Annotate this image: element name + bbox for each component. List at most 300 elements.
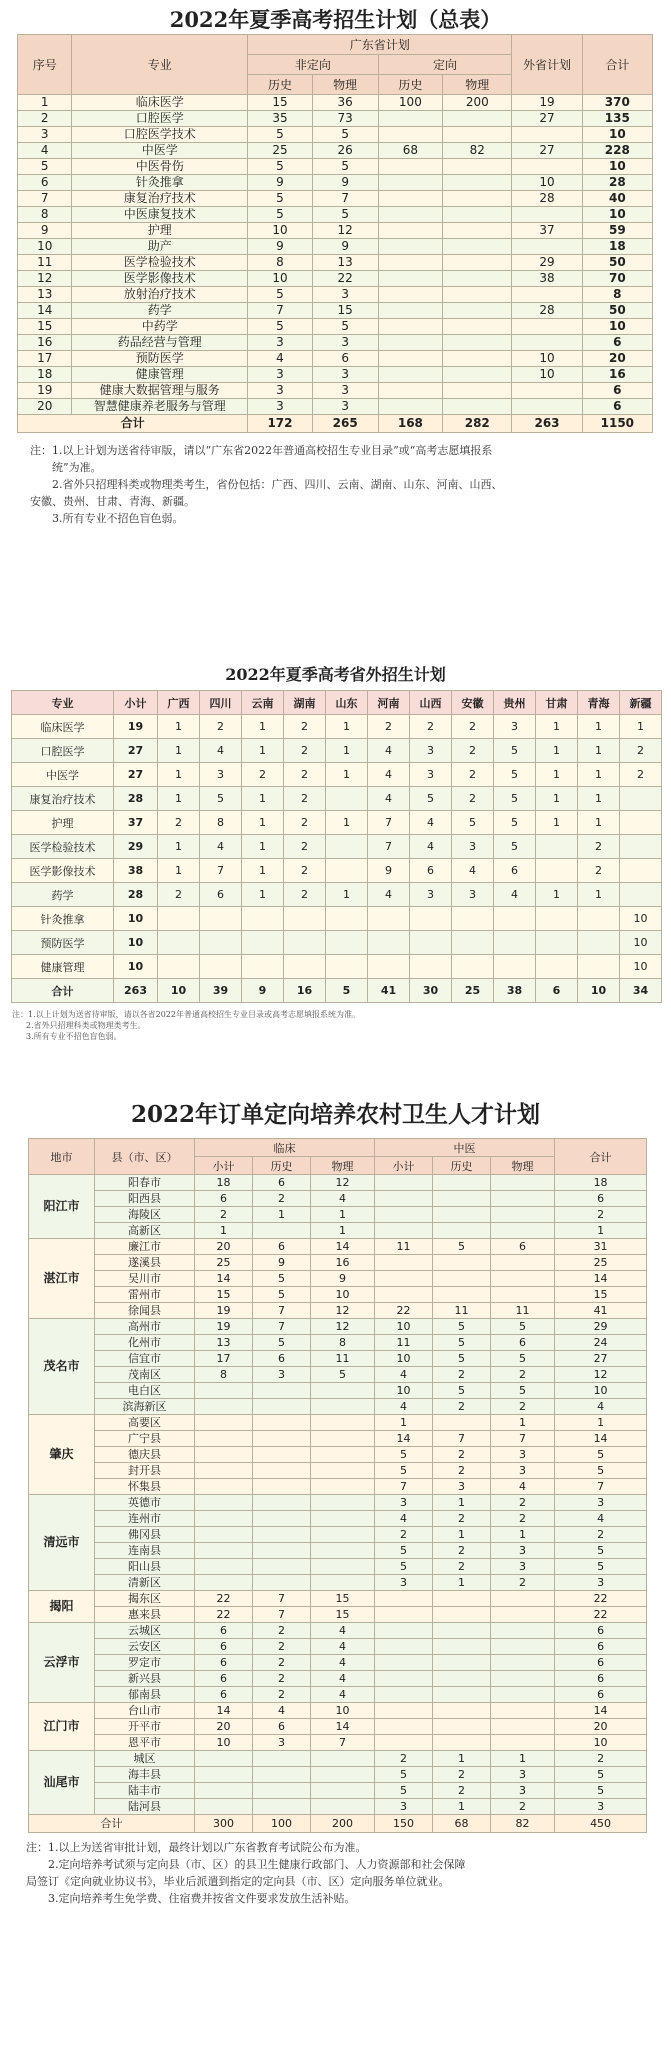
province-cell <box>452 931 494 955</box>
tcm-physics-cell: 1 <box>491 1415 555 1431</box>
seq-cell: 7 <box>18 191 72 207</box>
tcm-subtotal-cell <box>375 1591 433 1607</box>
nondir-history-cell: 3 <box>248 383 313 399</box>
table-row <box>29 1735 647 1751</box>
tcm-history-cell: 2 <box>433 1447 491 1463</box>
total-cell: 6 <box>582 383 652 399</box>
province-cell: 4 <box>410 811 452 835</box>
tcm-subtotal-cell: 1 <box>375 1415 433 1431</box>
tcm-subtotal-cell: 7 <box>375 1479 433 1495</box>
province-cell: 1 <box>158 739 200 763</box>
tcm-physics-cell: 1 <box>491 1751 555 1767</box>
clinical-physics-cell: 4 <box>311 1191 375 1207</box>
seq-cell: 3 <box>18 127 72 143</box>
table-row <box>29 1239 647 1255</box>
province-cell: 1 <box>158 763 200 787</box>
major-cell: 健康管理 <box>12 955 114 979</box>
table-row <box>29 1575 647 1591</box>
nondir-physics-cell: 36 <box>312 95 378 111</box>
tcm-subtotal-cell: 10 <box>375 1319 433 1335</box>
table-row <box>18 287 653 303</box>
clinical-subtotal-cell: 14 <box>195 1703 253 1719</box>
clinical-physics-cell: 15 <box>311 1591 375 1607</box>
tcm-physics-cell <box>491 1735 555 1751</box>
tcm-physics-cell: 5 <box>491 1383 555 1399</box>
total-cell: 50 <box>582 255 652 271</box>
tcm-history-cell <box>433 1703 491 1719</box>
clinical-history-cell <box>253 1783 311 1799</box>
province-cell <box>410 907 452 931</box>
dir-history-cell <box>378 175 443 191</box>
total-cell: 15 <box>555 1287 647 1303</box>
note-line: 3.定向培养考生免学费、住宿费并按省文件要求发放生活补贴。 <box>48 1892 356 1905</box>
nondir-physics-cell: 26 <box>312 143 378 159</box>
province-cell <box>620 883 662 907</box>
province-cell <box>620 835 662 859</box>
seq-cell: 16 <box>18 335 72 351</box>
county-cell: 阳春市 <box>95 1175 195 1191</box>
table-row <box>18 223 653 239</box>
total-cell: 41 <box>555 1303 647 1319</box>
tcm-physics-cell: 6 <box>491 1239 555 1255</box>
tcm-physics-cell: 3 <box>491 1447 555 1463</box>
total-cell: 18 <box>555 1175 647 1191</box>
province-cell <box>578 907 620 931</box>
table-row <box>18 255 653 271</box>
dir-physics-cell <box>443 383 512 399</box>
col-province: 云南 <box>242 691 284 715</box>
total-value: 200 <box>311 1815 375 1833</box>
tcm-history-cell <box>433 1591 491 1607</box>
col-city: 地市 <box>29 1139 95 1175</box>
city-cell: 湛江市 <box>29 1239 95 1319</box>
county-cell: 云安区 <box>95 1639 195 1655</box>
nondir-physics-cell: 3 <box>312 383 378 399</box>
total-cell: 1 <box>555 1415 647 1431</box>
clinical-physics-cell: 4 <box>311 1655 375 1671</box>
tcm-physics-cell <box>491 1671 555 1687</box>
note-line: 局签订《定向就业协议书》，毕业后派遣到指定的定向县（市、区）定向服务单位就业。 <box>26 1875 450 1888</box>
total-cell: 3 <box>555 1495 647 1511</box>
outside-cell <box>512 159 582 175</box>
total-cell: 12 <box>555 1367 647 1383</box>
total-value: 38 <box>494 979 536 1003</box>
province-cell: 1 <box>578 883 620 907</box>
major-cell: 药品经营与管理 <box>72 335 248 351</box>
tcm-physics-cell <box>491 1207 555 1223</box>
major-cell: 护理 <box>12 811 114 835</box>
tcm-subtotal-cell <box>375 1191 433 1207</box>
province-cell: 2 <box>284 883 326 907</box>
total-value: 263 <box>512 415 582 433</box>
total-cell: 10 <box>582 207 652 223</box>
clinical-history-cell <box>253 1223 311 1239</box>
clinical-subtotal-cell <box>195 1767 253 1783</box>
clinical-subtotal-cell: 25 <box>195 1255 253 1271</box>
table-row <box>18 127 653 143</box>
tcm-history-cell <box>433 1271 491 1287</box>
clinical-physics-cell: 15 <box>311 1607 375 1623</box>
clinical-physics-cell <box>311 1431 375 1447</box>
table-row <box>29 1223 647 1239</box>
province-cell: 2 <box>242 763 284 787</box>
clinical-physics-cell: 14 <box>311 1719 375 1735</box>
nondir-history-cell: 9 <box>248 175 313 191</box>
county-cell: 雷州市 <box>95 1287 195 1303</box>
tcm-history-cell: 5 <box>433 1319 491 1335</box>
table-row <box>29 1383 647 1399</box>
seq-cell: 4 <box>18 143 72 159</box>
major-cell: 医学检验技术 <box>72 255 248 271</box>
outside-cell: 28 <box>512 191 582 207</box>
province-cell: 1 <box>242 739 284 763</box>
table-row <box>12 787 662 811</box>
table-row <box>18 319 653 335</box>
tcm-subtotal-cell: 5 <box>375 1559 433 1575</box>
nondir-history-cell: 3 <box>248 335 313 351</box>
major-cell: 健康大数据管理与服务 <box>72 383 248 399</box>
total-value: 172 <box>248 415 313 433</box>
total-cell: 20 <box>555 1719 647 1735</box>
table-row <box>29 1287 647 1303</box>
nondir-physics-cell: 3 <box>312 367 378 383</box>
col-dir-history: 历史 <box>378 75 443 95</box>
county-cell: 连州市 <box>95 1511 195 1527</box>
dir-history-cell <box>378 383 443 399</box>
note-line: 注：1.以上计划为送省待审版，请以“广东省2022年普通高校招生专业目录”或“高考志愿填报系 <box>30 444 493 457</box>
province-cell <box>494 907 536 931</box>
dir-history-cell <box>378 223 443 239</box>
col-nondir-history: 历史 <box>248 75 313 95</box>
tcm-history-cell: 1 <box>433 1751 491 1767</box>
nondir-physics-cell: 22 <box>312 271 378 287</box>
clinical-subtotal-cell: 22 <box>195 1607 253 1623</box>
clinical-subtotal-cell: 20 <box>195 1239 253 1255</box>
tcm-history-cell <box>433 1287 491 1303</box>
clinical-subtotal-cell: 10 <box>195 1735 253 1751</box>
table-row <box>29 1559 647 1575</box>
tcm-subtotal-cell <box>375 1719 433 1735</box>
nondir-history-cell: 3 <box>248 399 313 415</box>
table-row <box>29 1175 647 1191</box>
table-row <box>18 111 653 127</box>
nondir-history-cell: 4 <box>248 351 313 367</box>
table-row <box>29 1191 647 1207</box>
subtotal-cell: 19 <box>114 715 158 739</box>
tcm-subtotal-cell: 2 <box>375 1751 433 1767</box>
dir-history-cell <box>378 303 443 319</box>
col-province: 四川 <box>200 691 242 715</box>
tcm-history-cell: 5 <box>433 1335 491 1351</box>
outside-cell: 37 <box>512 223 582 239</box>
table-row <box>12 811 662 835</box>
col-tcm-physics: 物理 <box>491 1157 555 1175</box>
col-province: 新疆 <box>620 691 662 715</box>
tcm-history-cell <box>433 1623 491 1639</box>
table-row <box>29 1319 647 1335</box>
general-plan-notes <box>30 442 650 527</box>
col-major: 专业 <box>12 691 114 715</box>
county-cell: 信宜市 <box>95 1351 195 1367</box>
county-cell: 郁南县 <box>95 1687 195 1703</box>
total-cell: 10 <box>555 1383 647 1399</box>
dir-physics-cell <box>443 303 512 319</box>
total-cell: 10 <box>582 319 652 335</box>
county-cell: 高要区 <box>95 1415 195 1431</box>
table-row <box>12 739 662 763</box>
province-cell: 2 <box>284 739 326 763</box>
province-cell: 3 <box>494 715 536 739</box>
province-cell: 5 <box>494 739 536 763</box>
clinical-history-cell: 4 <box>253 1703 311 1719</box>
province-cell <box>494 955 536 979</box>
clinical-subtotal-cell <box>195 1783 253 1799</box>
tcm-subtotal-cell: 2 <box>375 1527 433 1543</box>
tcm-subtotal-cell <box>375 1735 433 1751</box>
col-major: 专业 <box>72 35 248 95</box>
total-cell: 18 <box>582 239 652 255</box>
table-row <box>29 1607 647 1623</box>
total-cell: 7 <box>555 1479 647 1495</box>
province-cell: 2 <box>284 763 326 787</box>
tcm-history-cell <box>433 1687 491 1703</box>
county-cell: 茂南区 <box>95 1367 195 1383</box>
tcm-history-cell <box>433 1639 491 1655</box>
col-clinical: 临床 <box>195 1139 375 1157</box>
total-cell: 16 <box>582 367 652 383</box>
col-clinical-physics: 物理 <box>311 1157 375 1175</box>
province-cell: 1 <box>158 715 200 739</box>
clinical-subtotal-cell: 1 <box>195 1223 253 1239</box>
total-value: 82 <box>491 1815 555 1833</box>
col-clinical-history: 历史 <box>253 1157 311 1175</box>
province-cell: 1 <box>536 739 578 763</box>
province-cell <box>452 955 494 979</box>
total-value: 30 <box>410 979 452 1003</box>
clinical-physics-cell <box>311 1399 375 1415</box>
total-cell: 6 <box>555 1623 647 1639</box>
outside-cell: 10 <box>512 367 582 383</box>
tcm-subtotal-cell: 3 <box>375 1799 433 1815</box>
nondir-physics-cell: 7 <box>312 191 378 207</box>
province-cell: 4 <box>368 787 410 811</box>
rural-plan-body <box>29 1175 647 1833</box>
tcm-history-cell: 2 <box>433 1783 491 1799</box>
province-cell <box>578 955 620 979</box>
nondir-history-cell: 10 <box>248 223 313 239</box>
county-cell: 广宁县 <box>95 1431 195 1447</box>
tcm-subtotal-cell: 11 <box>375 1335 433 1351</box>
outside-plan-header <box>12 691 662 715</box>
total-cell: 27 <box>555 1351 647 1367</box>
clinical-history-cell <box>253 1399 311 1415</box>
clinical-physics-cell: 12 <box>311 1175 375 1191</box>
province-cell <box>284 955 326 979</box>
clinical-subtotal-cell <box>195 1383 253 1399</box>
dir-physics-cell <box>443 335 512 351</box>
tcm-history-cell: 1 <box>433 1799 491 1815</box>
province-cell <box>620 787 662 811</box>
outside-cell <box>512 207 582 223</box>
province-cell: 7 <box>368 811 410 835</box>
county-cell: 滨海新区 <box>95 1399 195 1415</box>
province-cell <box>368 907 410 931</box>
col-province: 青海 <box>578 691 620 715</box>
province-cell <box>326 859 368 883</box>
tcm-subtotal-cell <box>375 1207 433 1223</box>
table-row <box>12 955 662 979</box>
dir-physics-cell <box>443 191 512 207</box>
tcm-physics-cell: 2 <box>491 1511 555 1527</box>
tcm-subtotal-cell <box>375 1175 433 1191</box>
tcm-subtotal-cell: 14 <box>375 1431 433 1447</box>
tcm-physics-cell: 1 <box>491 1527 555 1543</box>
total-cell: 40 <box>582 191 652 207</box>
tcm-physics-cell <box>491 1639 555 1655</box>
total-cell: 3 <box>555 1799 647 1815</box>
clinical-history-cell: 7 <box>253 1319 311 1335</box>
total-cell: 2 <box>555 1207 647 1223</box>
outside-cell <box>512 239 582 255</box>
province-cell: 1 <box>242 715 284 739</box>
total-value: 10 <box>158 979 200 1003</box>
major-cell: 药学 <box>12 883 114 907</box>
province-cell <box>536 907 578 931</box>
tcm-history-cell: 2 <box>433 1399 491 1415</box>
total-cell: 6 <box>555 1671 647 1687</box>
clinical-subtotal-cell: 8 <box>195 1367 253 1383</box>
tcm-subtotal-cell: 4 <box>375 1399 433 1415</box>
total-cell: 5 <box>555 1447 647 1463</box>
col-total: 合计 <box>555 1139 647 1175</box>
clinical-subtotal-cell: 6 <box>195 1639 253 1655</box>
province-cell: 5 <box>452 811 494 835</box>
county-cell: 海陵区 <box>95 1207 195 1223</box>
province-cell: 10 <box>620 955 662 979</box>
tcm-subtotal-cell: 5 <box>375 1543 433 1559</box>
dir-physics-cell <box>443 399 512 415</box>
city-cell: 茂名市 <box>29 1319 95 1415</box>
tcm-physics-cell <box>491 1607 555 1623</box>
tcm-history-cell: 2 <box>433 1559 491 1575</box>
total-value: 68 <box>433 1815 491 1833</box>
dir-physics-cell: 200 <box>443 95 512 111</box>
clinical-physics-cell: 4 <box>311 1639 375 1655</box>
nondir-physics-cell: 15 <box>312 303 378 319</box>
clinical-subtotal-cell: 19 <box>195 1319 253 1335</box>
county-cell: 恩平市 <box>95 1735 195 1751</box>
province-cell: 1 <box>578 787 620 811</box>
province-cell: 2 <box>284 787 326 811</box>
total-cell: 6 <box>555 1639 647 1655</box>
county-cell: 阳山县 <box>95 1559 195 1575</box>
tcm-subtotal-cell <box>375 1655 433 1671</box>
col-seq: 序号 <box>18 35 72 95</box>
clinical-history-cell <box>253 1479 311 1495</box>
county-cell: 城区 <box>95 1751 195 1767</box>
dir-history-cell <box>378 351 443 367</box>
outside-plan-notes <box>12 1009 612 1042</box>
province-cell: 2 <box>452 787 494 811</box>
clinical-physics-cell <box>311 1575 375 1591</box>
total-value: 6 <box>536 979 578 1003</box>
nondir-physics-cell: 3 <box>312 399 378 415</box>
outside-cell <box>512 287 582 303</box>
dir-physics-cell <box>443 239 512 255</box>
outside-plan-table <box>11 690 662 1003</box>
province-cell: 5 <box>494 835 536 859</box>
province-cell: 1 <box>158 787 200 811</box>
tcm-physics-cell <box>491 1287 555 1303</box>
total-cell: 4 <box>555 1511 647 1527</box>
note-line: 注：1.以上为送省审批计划，最终计划以广东省教育考试院公布为准。 <box>26 1841 367 1854</box>
col-dir-physics: 物理 <box>443 75 512 95</box>
dir-physics-cell <box>443 271 512 287</box>
province-cell: 1 <box>326 811 368 835</box>
tcm-subtotal-cell: 3 <box>375 1495 433 1511</box>
major-cell: 放射治疗技术 <box>72 287 248 303</box>
tcm-history-cell: 7 <box>433 1431 491 1447</box>
clinical-history-cell <box>253 1767 311 1783</box>
county-cell: 廉江市 <box>95 1239 195 1255</box>
table-row <box>18 383 653 399</box>
province-cell: 1 <box>536 787 578 811</box>
outside-cell: 38 <box>512 271 582 287</box>
province-cell <box>368 955 410 979</box>
total-cell: 20 <box>582 351 652 367</box>
nondir-history-cell: 15 <box>248 95 313 111</box>
tcm-history-cell <box>433 1607 491 1623</box>
clinical-history-cell <box>253 1463 311 1479</box>
total-cell: 14 <box>555 1431 647 1447</box>
province-cell: 1 <box>578 763 620 787</box>
clinical-history-cell: 2 <box>253 1687 311 1703</box>
table-row <box>29 1511 647 1527</box>
rural-plan-table <box>28 1138 647 1833</box>
clinical-physics-cell <box>311 1479 375 1495</box>
clinical-physics-cell <box>311 1527 375 1543</box>
clinical-subtotal-cell: 6 <box>195 1671 253 1687</box>
clinical-physics-cell: 10 <box>311 1287 375 1303</box>
clinical-history-cell: 2 <box>253 1191 311 1207</box>
clinical-physics-cell <box>311 1783 375 1799</box>
table-row <box>29 1591 647 1607</box>
table-row <box>18 335 653 351</box>
major-cell: 医学检验技术 <box>12 835 114 859</box>
major-cell: 药学 <box>72 303 248 319</box>
province-cell <box>284 931 326 955</box>
total-cell: 5 <box>555 1559 647 1575</box>
tcm-physics-cell <box>491 1175 555 1191</box>
province-cell: 6 <box>410 859 452 883</box>
col-total: 合计 <box>582 35 652 95</box>
col-province: 山西 <box>410 691 452 715</box>
tcm-physics-cell: 3 <box>491 1767 555 1783</box>
clinical-physics-cell: 4 <box>311 1687 375 1703</box>
table-row <box>12 835 662 859</box>
tcm-history-cell <box>433 1735 491 1751</box>
table-row <box>18 367 653 383</box>
tcm-history-cell <box>433 1671 491 1687</box>
clinical-physics-cell: 4 <box>311 1671 375 1687</box>
clinical-physics-cell <box>311 1383 375 1399</box>
county-cell: 怀集县 <box>95 1479 195 1495</box>
province-cell <box>536 931 578 955</box>
clinical-physics-cell: 16 <box>311 1255 375 1271</box>
total-label: 合计 <box>29 1815 195 1833</box>
seq-cell: 12 <box>18 271 72 287</box>
province-cell: 1 <box>578 811 620 835</box>
